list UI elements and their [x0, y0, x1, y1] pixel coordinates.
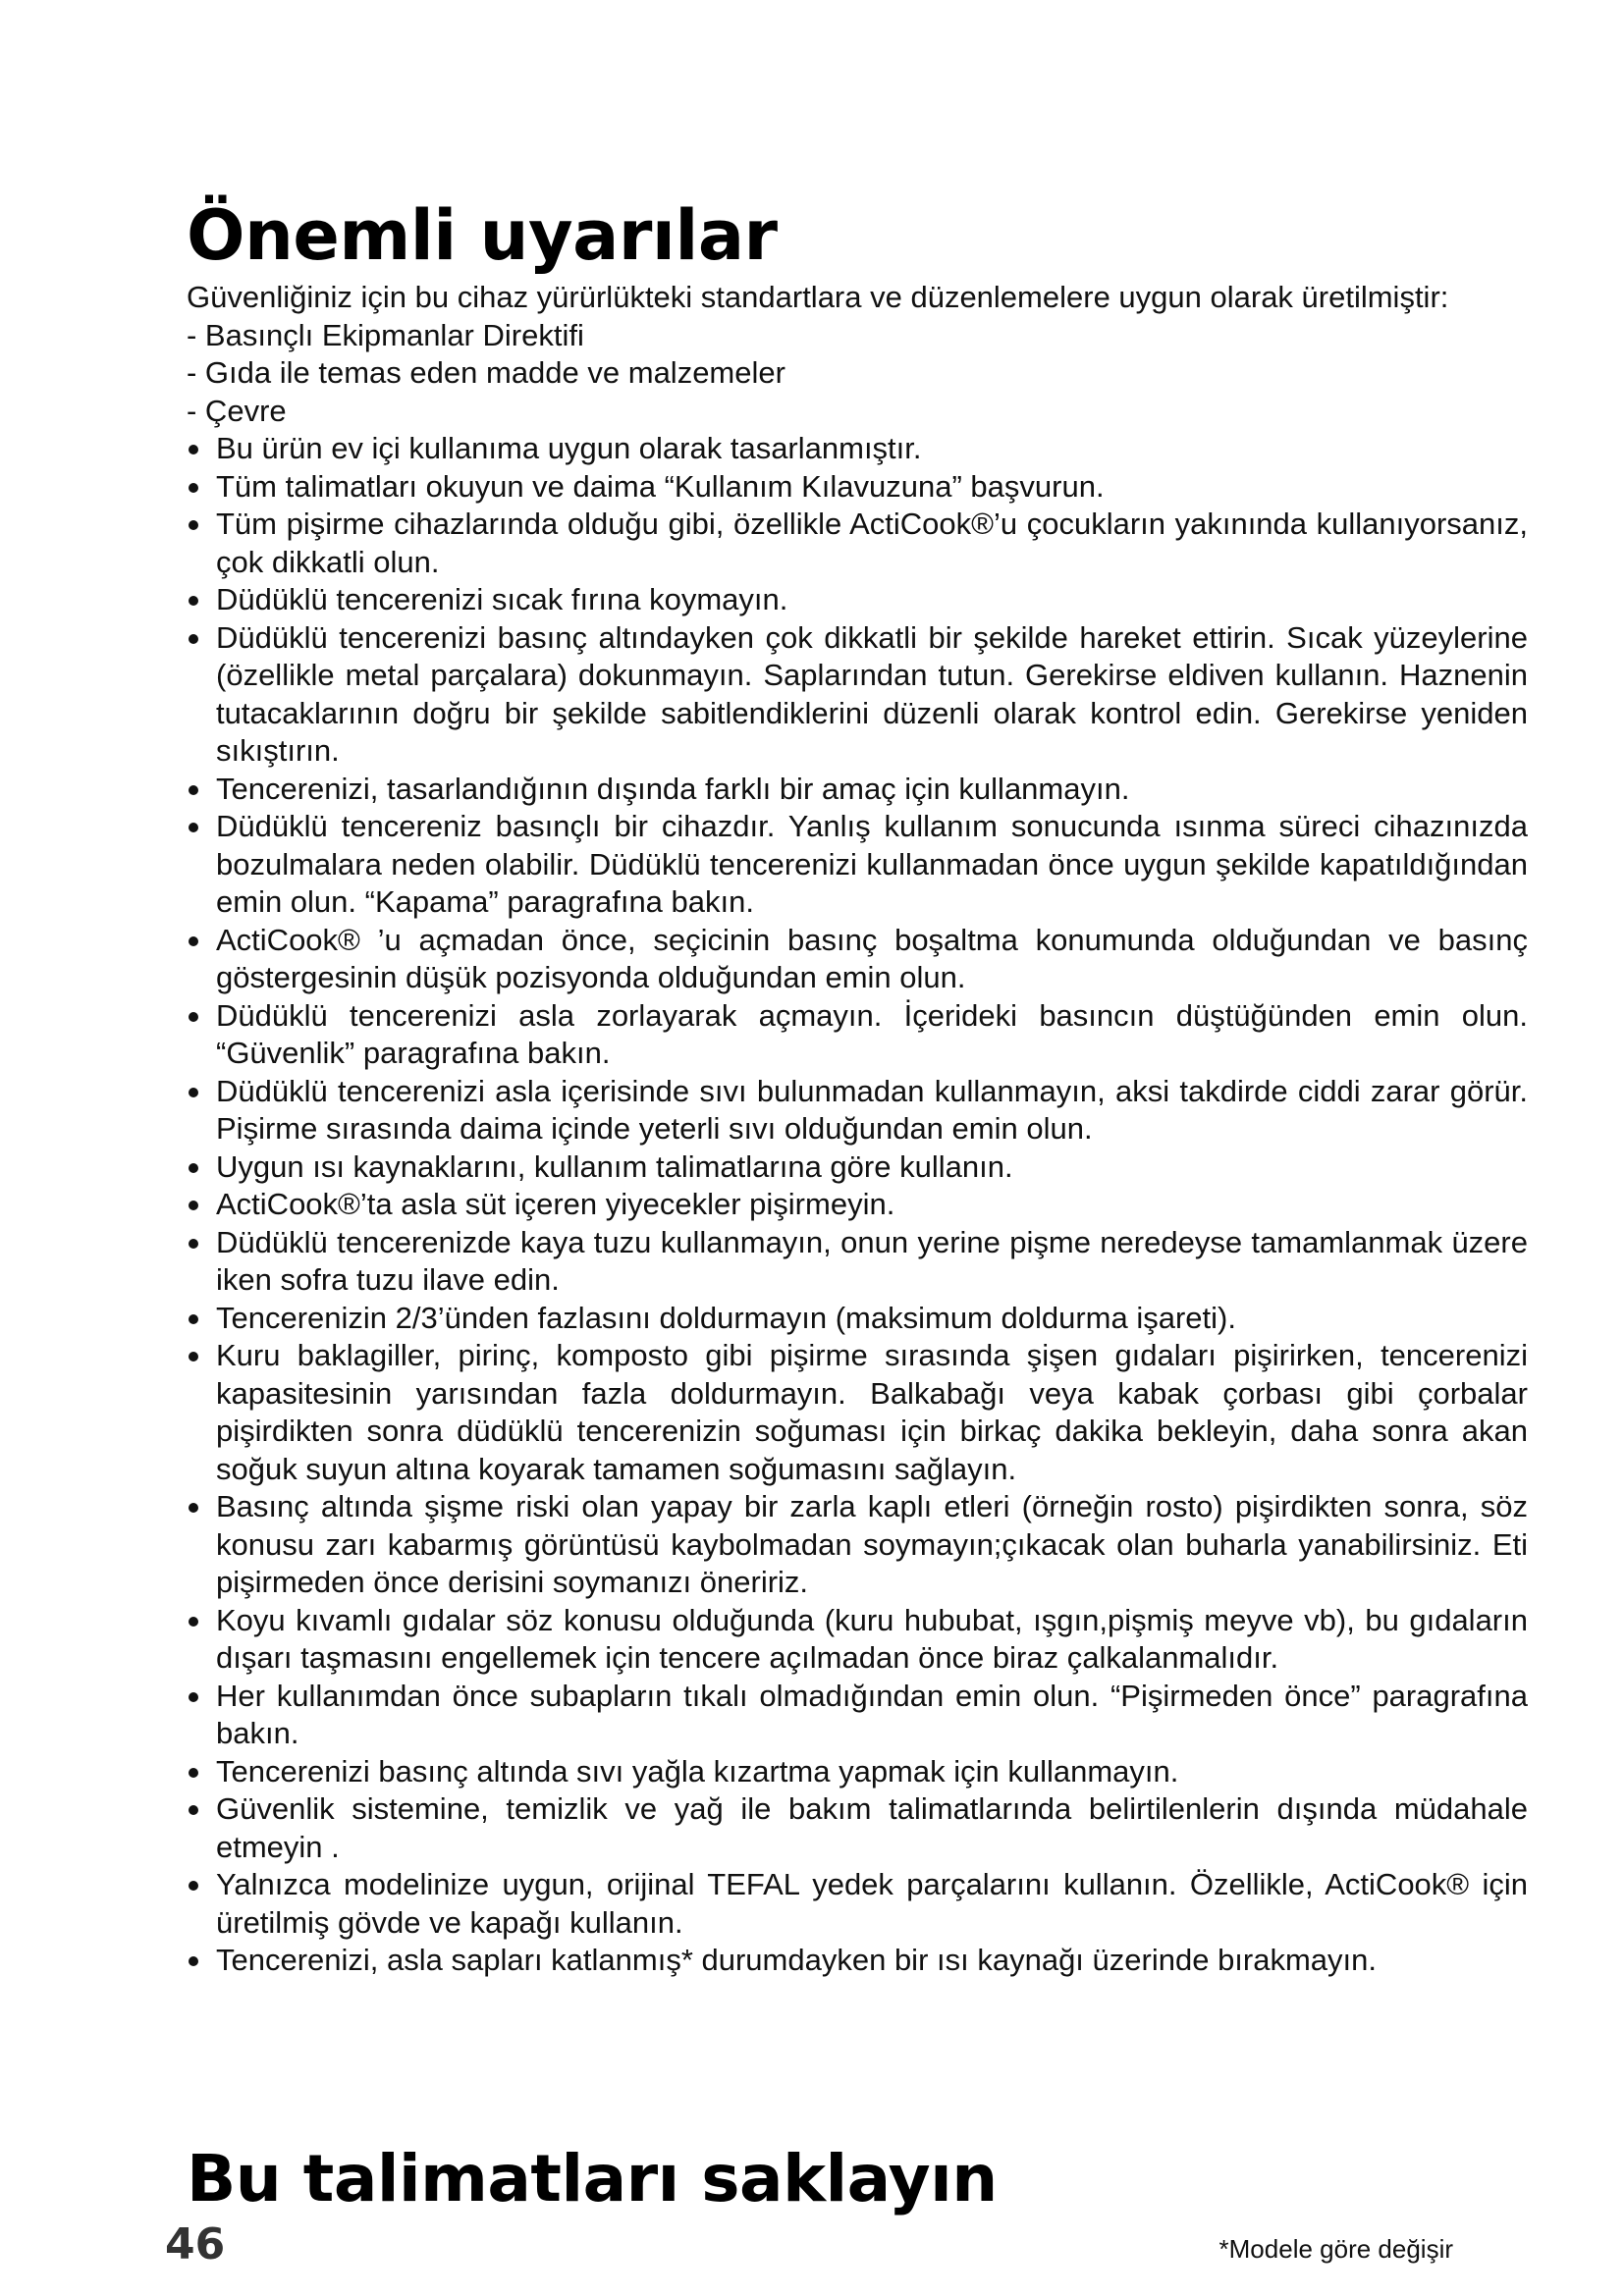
- standard-item: - Gıda ile temas eden madde ve malzemeler: [187, 355, 785, 390]
- bullet-icon: [189, 1956, 198, 1966]
- warning-item: [187, 506, 1528, 581]
- standards-list: [187, 317, 1528, 431]
- page-title: Önemli uyarılar: [187, 195, 778, 276]
- footnote: *Modele göre değişir: [1218, 2234, 1453, 2264]
- warning-item: [187, 1186, 1528, 1224]
- warning-text: Koyu kıvamlı gıdalar söz konusu olduğunda (kuru hububat, ışgın,pişmiş meyve vb), bu gıdaların dışarı taşmasını engellemek için tencere açılmadan önce biraz çalkalanmalıdır.: [216, 1602, 1528, 1675]
- warning-item: [187, 619, 1528, 771]
- warning-text: Tencerenizi, tasarlandığının dışında farklı bir amaç için kullanmayın.: [216, 771, 1130, 806]
- warning-text: Tencerenizi basınç altında sıvı yağla kızartma yapmak için kullanmayın.: [216, 1753, 1179, 1789]
- warning-item: [187, 1602, 1528, 1678]
- bullet-icon: [189, 1201, 198, 1210]
- bullet-icon: [189, 1617, 198, 1627]
- bullet-icon: [189, 634, 198, 644]
- warning-text: Tüm pişirme cihazlarında olduğu gibi, özellikle ActiCook®’u çocukların yakınında kullanıyorsanız, çok dikkatli olun.: [216, 507, 1528, 579]
- bullet-icon: [189, 1314, 198, 1324]
- warning-item: [187, 430, 1528, 468]
- warning-text: ActiCook® ’u açmadan önce, seçicinin basınç boşaltma konumunda olduğundan ve basınç göstergesinin düşük pozisyonda olduğundan emin olun.: [216, 922, 1528, 994]
- intro-paragraph: Güvenliğiniz için bu cihaz yürürlükteki standartlara ve düzenlemelere uygun olarak üretilmiştir:: [187, 280, 1449, 314]
- warning-text: Düdüklü tencerenizi asla zorlayarak açmayın. İçerideki basıncın düştüğünden emin olun. “Güvenlik” paragrafına bakın.: [216, 997, 1528, 1070]
- warning-item: [187, 1488, 1528, 1602]
- warning-item: [187, 468, 1528, 507]
- warning-text: Tüm talimatları okuyun ve daima “Kullanım Kılavuzuna” başvurun.: [216, 468, 1105, 504]
- bullet-icon: [189, 1503, 198, 1513]
- bullet-icon: [189, 1163, 198, 1173]
- standard-item: - Basınçlı Ekipmanlar Direktifi: [187, 317, 584, 352]
- warnings-section: [187, 279, 1528, 1980]
- bullet-icon: [189, 1805, 198, 1815]
- warning-item: [187, 1337, 1528, 1488]
- warning-text: Düdüklü tencerenizi basınç altındayken çok dikkatli bir şekilde hareket ettirin. Sıcak yüzeylerine (özellikle metal parçalara) dokunmayın. Saplarından tutun. Gerekirse eldiven kullanın. Haznenin tutacaklarının doğru bir şekilde sabitlendiklerini düzenli olarak kontrol edin. Gerekirse yeniden sıkıştırın.: [216, 619, 1528, 768]
- bullet-icon: [189, 483, 198, 493]
- bullet-icon: [189, 785, 198, 795]
- warnings-list: [187, 430, 1528, 1980]
- warning-text: ActiCook®’ta asla süt içeren yiyecekler pişirmeyin.: [216, 1187, 895, 1221]
- warning-item: [187, 922, 1528, 997]
- warning-text: Yalnızca modelinize uygun, orijinal TEFAL yedek parçalarını kullanın. Özellikle, ActiCook® için üretilmiş gövde ve kapağı kullanın.: [216, 1867, 1528, 1940]
- bullet-icon: [189, 1088, 198, 1097]
- warning-item: [187, 1678, 1528, 1753]
- page-number: 46: [165, 2219, 226, 2269]
- bullet-icon: [189, 1012, 198, 1022]
- warning-text: Bu ürün ev içi kullanıma uygun olarak tasarlanmıştır.: [216, 431, 922, 465]
- warning-text: Düdüklü tencerenizi asla içerisinde sıvı bulunmadan kullanmayın, aksi takdirde ciddi zarar görür. Pişirme sırasında daima içinde yeterli sıvı olduğundan emin olun.: [216, 1073, 1528, 1146]
- warning-item: [187, 771, 1528, 809]
- warning-text: Uygun ısı kaynaklarını, kullanım talimatlarına göre kullanın.: [216, 1148, 1013, 1184]
- bullet-icon: [189, 596, 198, 606]
- warning-item: [187, 808, 1528, 922]
- bullet-icon: [189, 936, 198, 946]
- warning-text: Güvenlik sistemine, temizlik ve yağ ile bakım talimatlarında belirtilenlerin dışında müdahale etmeyin .: [216, 1791, 1528, 1864]
- warning-item: [187, 1224, 1528, 1300]
- warning-text: Her kullanımdan önce subapların tıkalı olmadığından emin olun. “Pişirmeden önce” paragrafına bakın.: [216, 1678, 1528, 1750]
- bullet-icon: [189, 1768, 198, 1778]
- warning-text: Düdüklü tencerenizde kaya tuzu kullanmayın, onun yerine pişme neredeyse tamamlanmak üzere iken sofra tuzu ilave edin.: [216, 1224, 1528, 1297]
- bullet-icon: [189, 520, 198, 530]
- warning-text: Düdüklü tencereniz basınçlı bir cihazdır. Yanlış kullanım sonucunda ısınma süreci cihazınızda bozulmalara neden olabilir. Düdüklü tencerenizi kullanmadan önce uygun şekilde kapatıldığından emin olun. “Kapama” paragrafına bakın.: [216, 809, 1528, 919]
- warning-text: Düdüklü tencerenizi sıcak fırına koymayın.: [216, 582, 788, 616]
- warning-text: Tencerenizi, asla sapları katlanmış* durumdayken bir ısı kaynağı üzerinde bırakmayın.: [216, 1943, 1378, 1977]
- bullet-icon: [189, 1352, 198, 1362]
- bullet-icon: [189, 1881, 198, 1891]
- warning-text: Kuru baklagiller, pirinç, komposto gibi pişirme sırasında şişen gıdaları pişirirken, tencerenizi kapasitesinin yarısından fazla doldurmayın. Balkabağı veya kabak çorbası gibi çorbalar pişirdikten sonra düdüklü tencerenizin soğuması için birkaç dakika bekleyin, daha sonra akan soğuk suyun altına koyarak tamamen soğumasını sağlayın.: [216, 1338, 1528, 1486]
- closing-heading: Bu talimatları saklayın: [187, 2141, 998, 2216]
- warning-item: [187, 1073, 1528, 1148]
- bullet-icon: [189, 823, 198, 832]
- bullet-icon: [189, 1239, 198, 1249]
- warning-item: [187, 997, 1528, 1073]
- warning-item: [187, 1790, 1528, 1866]
- bullet-icon: [189, 1692, 198, 1702]
- warning-text: Basınç altında şişme riski olan yapay bir zarla kaplı etleri (örneğin rosto) pişirdikten sonra, söz konusu zarı kabarmış görüntüsü kaybolmadan soymayın;çıkacak olan buharla yanabilirsiniz. Eti pişirmeden önce derisini soymanızı öneririz.: [216, 1489, 1528, 1599]
- warning-item: [187, 1753, 1528, 1791]
- warning-item: [187, 1300, 1528, 1338]
- warning-text: Tencerenizin 2/3’ünden fazlasını doldurmayın (maksimum doldurma işareti).: [216, 1300, 1236, 1335]
- warning-item: [187, 1942, 1528, 1980]
- warning-item: [187, 1866, 1528, 1942]
- bullet-icon: [189, 445, 198, 454]
- warning-item: [187, 581, 1528, 619]
- standard-item: - Çevre: [187, 393, 287, 428]
- warning-item: [187, 1148, 1528, 1187]
